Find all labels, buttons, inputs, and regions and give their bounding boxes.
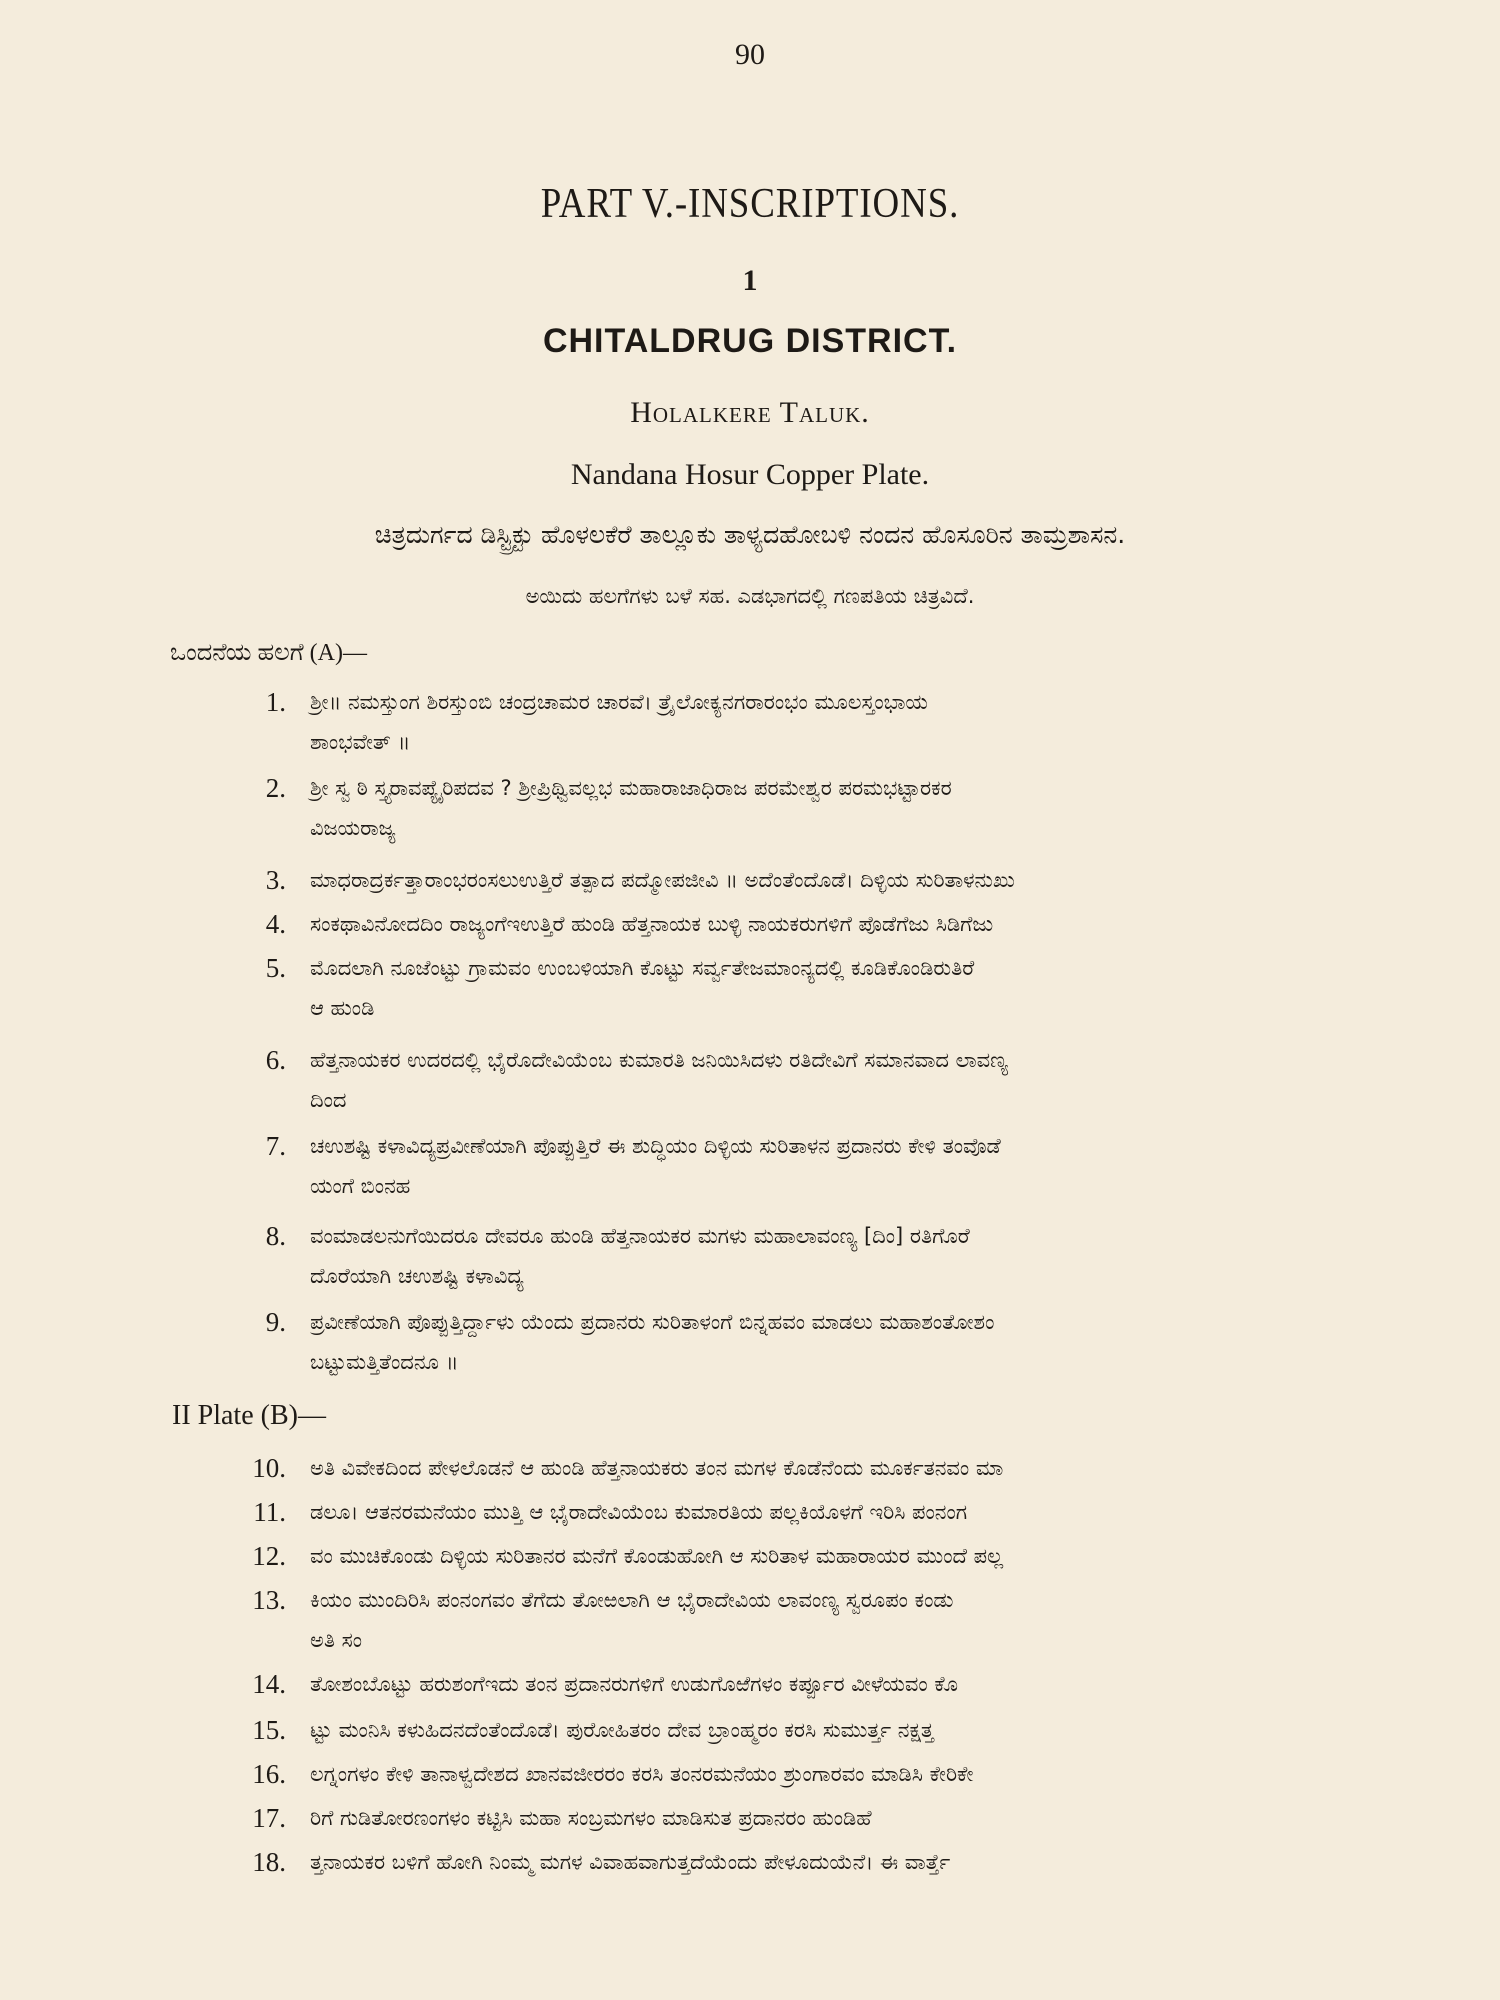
line-text-continuation: ಯಂಗೆ ಬಿಂನಹ <box>310 1174 411 1198</box>
kannada-heading: ಚಿತ್ರದುರ್ಗದ ಡಿಸ್ಟ್ರಿಕ್ಟು ಹೊಳಲಕೆರೆ ತಾಲ್ಲೂಕು ತಾಳ್ಯದಹೋಬಳಿ ನಂದನ ಹೊಸೂರಿನ ತಾಮ್ರಶಾಸನ. <box>374 520 1126 549</box>
line-text: ಶ್ರೀ ಸ್ವ ಠಿ ಸ್ತ್ಯರಾವಪ್ಯೈರಿಪದವ ? ಶ್ರೀಪ್ರಿಥ್ವಿವಲ್ಲಭ ಮಹಾರಾಜಾಧಿರಾಜ ಪರಮೇಶ್ವರ ಪರಮಭಟ್ಟಾರಕರ <box>310 776 952 800</box>
kannada-subheading: ಅಯಿದು ಹಲಗೆಗಳು ಬಳೆ ಸಹ. ಎಡಭಾಗದಲ್ಲಿ ಗಣಪತಿಯ ಚಿತ್ರವಿದೆ. <box>525 584 975 608</box>
line-number: 11. <box>253 1497 286 1527</box>
line-number: 9. <box>265 1307 286 1337</box>
plate-b-label: II Plate (B)— <box>172 1400 326 1431</box>
line-text: ಶ್ರೀ॥ ನಮಸ್ತುಂಗ ಶಿರಸ್ತುಂಬಿ ಚಂದ್ರಚಾಮರ ಚಾರವೆ। ತ್ರೈಲೋಕ್ಯನಗರಾರಂಭಂ ಮೂಲಸ್ತಂಭಾಯ <box>310 690 928 714</box>
line-text: ಕಿಯಂ ಮುಂದಿರಿಸಿ ಪಂನಂಗವಂ ತೆಗೆದು ತೋಱಲಾಗಿ ಆ ಭೈರಾದೇವಿಯ ಲಾವಂಣ್ಯ ಸ್ವರೂಪಂ ಕಂಡು <box>310 1588 954 1612</box>
line-number: 10. <box>252 1453 286 1483</box>
line-text: ತ್ತನಾಯಕರ ಬಳಿಗೆ ಹೋಗಿ ನಿಂಮ್ಮ ಮಗಳ ವಿವಾಹವಾಗುತ್ತದೆಯೆಂದು ಪೇಳೂದುಯೆನೆ। ಈ ವಾರ್ತ್ತೆ <box>310 1850 951 1874</box>
line-number: 4. <box>265 909 286 939</box>
line-text-continuation: ಬಟ್ಟುಮತ್ತಿತೆಂದನೂ ॥ <box>310 1350 459 1374</box>
line-number: 13. <box>252 1585 286 1615</box>
line-number: 16. <box>252 1759 286 1789</box>
plate-a-label: ಒಂದನೆಯ ಹಲಗೆ (A)— <box>170 640 367 666</box>
line-number: 14. <box>252 1669 286 1699</box>
page-number: 90 <box>735 38 765 71</box>
line-number: 2. <box>265 773 286 803</box>
line-number: 5. <box>265 953 286 983</box>
line-text: ಪ್ರವೀಣೆಯಾಗಿ ಪೊಪ್ಪುತ್ತಿರ್ದ್ದಾಳು ಯೆಂದು ಪ್ರದಾನರು ಸುರಿತಾಳಂಗೆ ಬಿನ್ನಹವಂ ಮಾಡಲು ಮಹಾಶಂತೋಶಂ <box>310 1310 995 1334</box>
line-number: 7. <box>265 1131 286 1161</box>
taluk-heading: Holalkere Taluk. <box>630 396 870 429</box>
plate-title: Nandana Hosur Copper Plate. <box>570 458 930 491</box>
district-heading: CHITALDRUG DISTRICT. <box>542 322 958 360</box>
line-text: ರಿಗೆ ಗುಡಿತೋರಣಂಗಳಂ ಕಟ್ಟಿಸಿ ಮಹಾ ಸಂಬ್ರಮಗಳಂ ಮಾಡಿಸುತ ಪ್ರದಾನರಂ ಹುಂಡಿಹೆ <box>310 1806 872 1830</box>
line-text: ವಂಮಾಡಲನುಗೆಯಿದರೂ ದೇವರೂ ಹುಂಡಿ ಹೆತ್ತನಾಯಕರ ಮಗಳು ಮಹಾಲಾವಂಣ್ಯ [ದಿಂ] ರತಿಗೊರೆ <box>310 1224 970 1248</box>
line-text-continuation: ಶಾಂಭವೇತ್ ॥ <box>310 730 411 754</box>
line-number: 8. <box>265 1221 286 1251</box>
line-text: ಡಲೂ। ಆತನರಮನೆಯಂ ಮುತ್ತಿ ಆ ಭೈರಾದೇವಿಯೆಂಬ ಕುಮಾರತಿಯ ಪಲ್ಲಕಿಯೊಳಗೆ ಇರಿಸಿ ಪಂನಂಗ <box>310 1500 968 1524</box>
line-number: 6. <box>265 1045 286 1075</box>
section-number: 1 <box>742 264 758 297</box>
line-number: 18. <box>252 1847 286 1877</box>
line-text: ಲಗ್ನಂಗಳಂ ಕೇಳಿ ತಾನಾಳ್ವದೇಶದ ಖಾನವಜೀರರಂ ಕರಸಿ ತಂನರಮನೆಯಂ ಶ್ರುಂಗಾರವಂ ಮಾಡಿಸಿ ಕೇರಿಕೇ <box>310 1762 974 1786</box>
line-number: 17. <box>252 1803 286 1833</box>
line-text: ಸಂಕಥಾವಿನೋದದಿಂ ರಾಜ್ಯಂಗೆಇಉತ್ತಿರೆ ಹುಂಡಿ ಹೆತ್ತನಾಯಕ ಬುಳ್ಳಿ ನಾಯಕರುಗಳಿಗೆ ಪೊಡೆಗೆಜು ಸಿಡಿಗೆಜು <box>310 912 994 936</box>
line-text-continuation: ವಿಜಯರಾಜ್ಯ <box>310 816 396 840</box>
line-number: 1. <box>265 687 286 717</box>
line-text: ಟ್ಟು ಮಂನಿಸಿ ಕಳುಹಿದನದೆಂತೆಂದೊಡೆ। ಪುರೋಹಿತರಂ ದೇವ ಬ್ರಾಂಹ್ಮರಂ ಕರಸಿ ಸುಮುರ್ತ್ತ ನಕ್ಷತ್ತ <box>310 1718 934 1742</box>
line-text: ಚಉಶಷ್ಟಿ ಕಳಾವಿದ್ಯಪ್ರವೀಣೆಯಾಗಿ ಪೊಪ್ಪುತ್ತಿರೆ ಈ ಶುದ್ಧಿಯಂ ದಿಳ್ಳಿಯ ಸುರಿತಾಳನ ಪ್ರದಾನರು ಕೇಳಿ ತಂವೊಡೆ <box>310 1134 1001 1158</box>
line-number: 3. <box>265 865 286 895</box>
line-text: ತೋಶಂಬೊಟ್ಟು ಹರುಶಂಗೆಇದು ತಂನ ಪ್ರದಾನರುಗಳಿಗೆ ಉಡುಗೊಱೆಗಳಂ ಕರ್ಪ್ಪೂರ ವೀಳೆಯವಂ ಕೊ <box>310 1672 959 1696</box>
line-text: ಅತಿ ವಿವೇಕದಿಂದ ಪೇಳಲೊಡನೆ ಆ ಹುಂಡಿ ಹೆತ್ತನಾಯಕರು ತಂನ ಮಗಳ ಕೊಡೆನೆಂದು ಮೂರ್ಕತನವಂ ಮಾ <box>310 1456 1004 1480</box>
line-text-continuation: ಅತಿ ಸಂ <box>310 1628 363 1652</box>
line-text: ಹೆತ್ತನಾಯಕರ ಉದರದಲ್ಲಿ ಭೈರೊದೇವಿಯೆಂಬ ಕುಮಾರತಿ ಜನಿಯಿಸಿದಳು ರತಿದೇವಿಗೆ ಸಮಾನವಾದ ಲಾವಣ್ಯ <box>310 1048 1008 1072</box>
line-text: ವಂ ಮುಚಿಕೊಂಡು ದಿಳ್ಳಿಯ ಸುರಿತಾನರ ಮನೆಗೆ ಕೊಂಡುಹೋಗಿ ಆ ಸುರಿತಾಳ ಮಹಾರಾಯರ ಮುಂದೆ ಪಲ್ಲ <box>310 1544 1004 1568</box>
line-text: ಮಾಧರಾದ್ರರ್ಕತ್ತಾರಾಂಭರಂಸಲುಉತ್ತಿರೆ ತತ್ಪಾದ ಪದ್ಮೋಪಜೀವಿ ॥ ಅದೆಂತೆಂದೊಡೆ। ದಿಳ್ಳಿಯ ಸುರಿತಾಳನುಖು <box>310 868 1015 892</box>
line-text-continuation: ದೊರೆಯಾಗಿ ಚಉಶಷ್ಟಿ ಕಳಾವಿದ್ಯ <box>310 1264 524 1288</box>
line-number: 12. <box>252 1541 286 1571</box>
line-text: ಮೊದಲಾಗಿ ನೂಜೆಂಟ್ಟು ಗ್ರಾಮವಂ ಉಂಬಳಿಯಾಗಿ ಕೊಟ್ಟು ಸರ್ವ್ವತೇಜಮಾಂನ್ಯದಲ್ಲಿ ಕೂಡಿಕೊಂಡಿರುತಿರೆ <box>310 956 975 980</box>
part-title: PART V.-INSCRIPTIONS. <box>540 181 960 227</box>
line-text-continuation: ಆ ಹುಂಡಿ <box>310 996 375 1020</box>
line-number: 15. <box>252 1715 286 1745</box>
line-text-continuation: ದಿಂದ <box>310 1088 347 1112</box>
